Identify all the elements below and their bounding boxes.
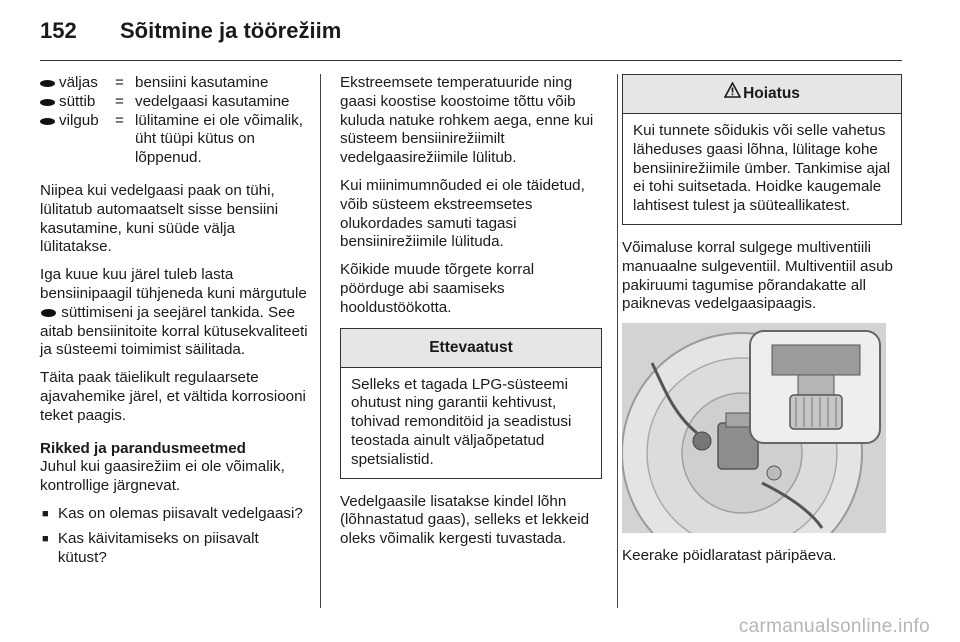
list-item: ■ Kas käivitamiseks on piisavalt kütust? xyxy=(42,529,259,566)
page-number: 152 xyxy=(40,18,77,43)
column-right xyxy=(622,74,902,575)
indicator-row-on xyxy=(40,93,308,112)
indicator-state: väljas xyxy=(59,74,98,91)
lamp-flash-icon xyxy=(40,118,55,125)
warning-box xyxy=(622,74,902,225)
indicator-list xyxy=(40,74,308,168)
header-rule xyxy=(40,60,902,61)
section-heading: Rikked ja parandusmeetmed xyxy=(40,439,246,457)
paragraph: Niipea kui vedelgaasi paak on tühi, lülitatub automaatselt sisse bensiini kasutamine, kuni süüde välja lülitatakse. xyxy=(40,181,279,256)
indicator-desc: lülitamine ei ole võimalik, üht tüüpi kütus on lõppenud. xyxy=(135,111,303,167)
list-item: ■ Kas on olemas piisavalt vedelgaasi? xyxy=(42,504,303,522)
column-middle xyxy=(340,74,602,558)
indicator-row-off xyxy=(40,74,308,93)
paragraph: Juhul kui gaasirežiim ei ole võimalik, kontrollige järgnevat. xyxy=(40,458,285,495)
indicator-row-flash xyxy=(40,112,308,168)
multivalve-illustration xyxy=(622,323,886,533)
paragraph: Täita paak täielikult regulaarsete ajavahemike järel, et vältida korrosiooni teket paagis. xyxy=(40,369,306,424)
watermark: carmanualsonline.info xyxy=(738,616,930,637)
bullet-square-icon: ■ xyxy=(42,532,49,545)
lamp-off-icon xyxy=(40,80,55,87)
warning-text: Kui tunnete sõidukis või selle vahetus läheduses gaasi lõhna, lülitage kohe bensiinirežiimile ümber. Tankimise ajal ei tohi suitsetada. Hoidke kaugemale lahtisest tulest ja süüteallikatest. xyxy=(633,122,891,215)
column-divider xyxy=(320,74,321,608)
paragraph: Võimaluse korral sulgege multiventiili manuaalne sulgeventiil. Multiventiil asub pakiruumi tagumise põrandakatte all paiknevas vedelgaasipaagis. xyxy=(622,238,893,313)
page-title: Sõitmine ja töörežiim xyxy=(120,18,342,43)
indicator-desc: bensiini kasutamine xyxy=(135,74,269,91)
paragraph: Kui miinimumnõuded ei ole täidetud, võib süsteem ekstreemsetes olukordades samuti tagasi bensiinirežiimile lülituda. xyxy=(340,176,585,251)
bullet-square-icon: ■ xyxy=(42,507,49,520)
indicator-equals: = xyxy=(115,111,124,129)
indicator-state: vilgub xyxy=(59,111,99,129)
caution-box xyxy=(340,328,602,479)
indicator-equals: = xyxy=(115,74,124,91)
paragraph: Kõikide muude tõrgete korral pöörduge abi saamiseks hooldustöökotta. xyxy=(340,261,535,316)
paragraph: Vedelgaasile lisatakse kindel lõhn (lõhnastatud gaas), selleks et lekkeid oleks võimalik kergesti tuvastada. xyxy=(340,492,590,548)
warning-header xyxy=(623,75,901,114)
paragraph: Ekstreemsete temperatuuride ning gaasi koostise koostoime tõttu võib kuluda natuke rohkem aega, enne kui süsteem bensiinirežiimilt vedelgaasirežiimile lülitub. xyxy=(340,74,594,167)
warning-triangle-icon xyxy=(724,75,741,113)
control-lamp-icon xyxy=(41,309,56,317)
caution-text: Selleks et tagada LPG-süsteemi ohutust ning garantii kehtivust, tohivad remonditöid ja seadistusi teostada ainult väljaõpetatud spetsialistid. xyxy=(351,375,572,468)
paragraph: Iga kuue kuu järel tuleb lasta bensiinipaagil tühjeneda kuni märgutule süttimiseni ja seejärel tankida. See aitab bensiinitoite korral kütusekvaliteeti ja süsteemi toimimist säilitada. xyxy=(40,266,308,359)
lamp-on-icon xyxy=(40,99,55,106)
warning-title: Hoiatus xyxy=(743,85,800,103)
indicator-desc: vedelgaasi kasutamine xyxy=(135,92,290,110)
paragraph: Keerake pöidlaratast päripäeva. xyxy=(622,547,837,565)
indicator-equals: = xyxy=(115,92,124,110)
column-left xyxy=(40,74,308,573)
indicator-state: süttib xyxy=(59,92,96,110)
column-divider xyxy=(617,74,618,608)
caution-title: Ettevaatust xyxy=(341,329,601,368)
page-header xyxy=(40,14,902,54)
